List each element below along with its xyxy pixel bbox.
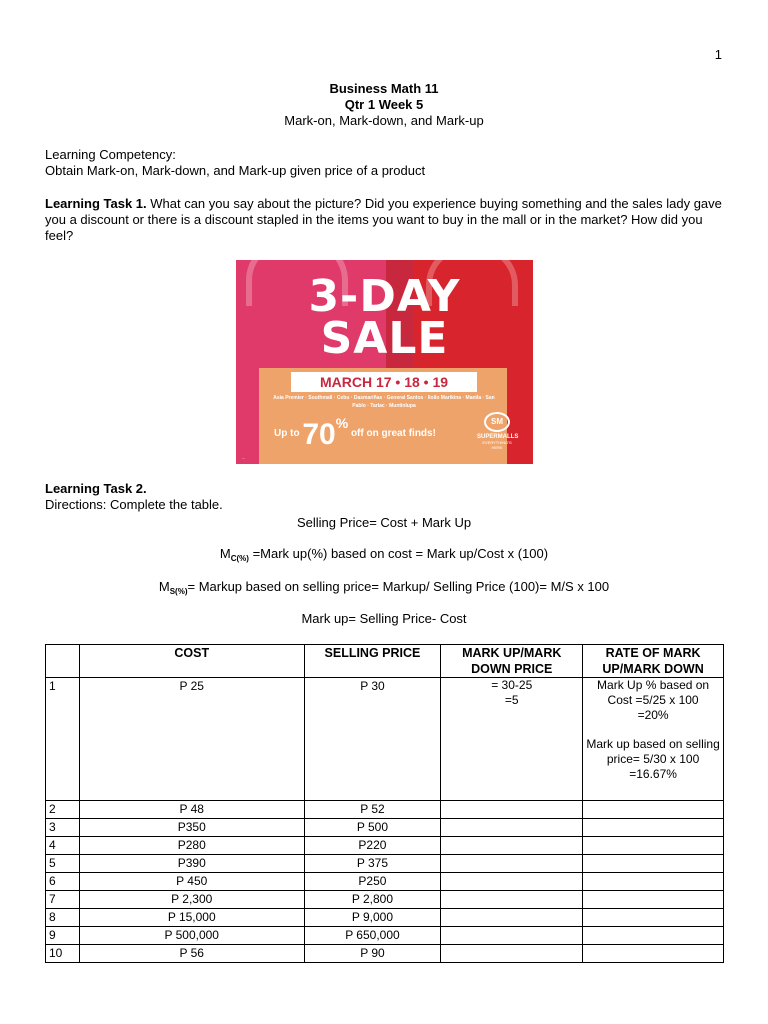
rate-cell[interactable] xyxy=(583,801,724,819)
cost-cell: P350 xyxy=(79,819,304,837)
selling-price-cell: P 2,800 xyxy=(304,891,441,909)
selling-price-cell: P250 xyxy=(304,873,441,891)
document-title: Business Math 11 xyxy=(329,81,439,96)
cost-cell: P 500,000 xyxy=(79,927,304,945)
selling-price-cell: P 500 xyxy=(304,819,441,837)
rate-cell: Mark Up % based on Cost =5/25 x 100 =20% Mark up based on selling price= 5/30 x 100 =16.67% xyxy=(583,678,724,801)
rate-cell[interactable] xyxy=(583,909,724,927)
selling-price-cell: P 90 xyxy=(304,945,441,963)
header-rate: RATE OF MARK UP/MARK DOWN xyxy=(583,645,724,678)
rate-cell[interactable] xyxy=(583,945,724,963)
banner-upto-value: 70 xyxy=(302,418,336,451)
markup-cell[interactable] xyxy=(441,819,583,837)
cost-cell: P 450 xyxy=(79,873,304,891)
banner-upto-prefix: Up to xyxy=(274,428,300,439)
sale-banner-image xyxy=(236,260,533,464)
selling-price-cell: P 9,000 xyxy=(304,909,441,927)
formula-markup-selling: $M_{S(\%)}=$ Markup based on selling price= Markup/ Selling Price (100)= M/S x 100 xyxy=(158,579,610,596)
row-number: 7 xyxy=(46,891,80,909)
cost-cell: P 2,300 xyxy=(79,891,304,909)
document-topic: Mark-on, Mark-down, and Mark-up xyxy=(284,113,484,128)
task1-label: Learning Task 1. xyxy=(45,196,147,211)
banner-upto-suffix: off on great finds! xyxy=(350,428,436,439)
header-selling-price: SELLING PRICE xyxy=(304,645,441,678)
markup-cell[interactable] xyxy=(441,801,583,819)
markup-cell[interactable] xyxy=(441,873,583,891)
rate-cell[interactable] xyxy=(583,855,724,873)
row-number: 3 xyxy=(46,819,80,837)
selling-price-cell: P 650,000 xyxy=(304,927,441,945)
banner-headline-1: 3-DAY xyxy=(308,271,461,322)
task1-text: What can you say about the picture? Did you experience buying something and the sales lady gave you a discount or there is a discount stapled in the items you want to buy in the mall or in the market? How did you feel? xyxy=(45,196,722,243)
markup-cell[interactable] xyxy=(441,927,583,945)
document-quarter: Qtr 1 Week 5 xyxy=(344,97,424,112)
formula-markup: Mark up= Selling Price- Cost xyxy=(301,611,467,626)
row-number: 8 xyxy=(46,909,80,927)
banner-fine-print: — xyxy=(242,456,245,460)
cost-cell: P280 xyxy=(79,837,304,855)
markup-cell[interactable] xyxy=(441,909,583,927)
cost-cell: P390 xyxy=(79,855,304,873)
row-number: 9 xyxy=(46,927,80,945)
selling-price-cell: P 375 xyxy=(304,855,441,873)
table-row xyxy=(46,909,724,927)
formula-selling-price: Selling Price= Cost + Mark Up xyxy=(296,515,472,530)
markup-cell[interactable] xyxy=(441,855,583,873)
supermalls-logo xyxy=(477,412,517,450)
banner-locations: Asia Premier · Southmall · Cebu · Dasmariñas · General Santos · Iloilo Marikina · Manila · San Pablo · Tarlac · Muntinlupa xyxy=(273,395,495,409)
row-number: 10 xyxy=(46,945,80,963)
row-number: 4 xyxy=(46,837,80,855)
table-row xyxy=(46,819,724,837)
banner-dates: MARCH 17 • 18 • 19 xyxy=(291,372,477,392)
cost-cell: P 15,000 xyxy=(79,909,304,927)
selling-price-cell: P 52 xyxy=(304,801,441,819)
rate-cell[interactable] xyxy=(583,819,724,837)
table-row-example xyxy=(46,678,724,801)
logo-tagline: EVERYTHING'S HERE xyxy=(482,440,512,450)
table-row xyxy=(46,855,724,873)
selling-price-cell: P 30 xyxy=(304,678,441,801)
row-number: 6 xyxy=(46,873,80,891)
header-cost: COST xyxy=(79,645,304,678)
task1-paragraph xyxy=(45,196,725,244)
rate-cell[interactable] xyxy=(583,837,724,855)
table-row xyxy=(46,927,724,945)
markup-cell: = 30-25 =5 xyxy=(441,678,583,801)
rate-cell[interactable] xyxy=(583,927,724,945)
row-number: 1 xyxy=(46,678,80,801)
row-number: 2 xyxy=(46,801,80,819)
header-number xyxy=(46,645,80,678)
table-row xyxy=(46,873,724,891)
rate-cell[interactable] xyxy=(583,873,724,891)
table-row xyxy=(46,837,724,855)
logo-name: SUPERMALLS xyxy=(477,434,519,440)
table-row xyxy=(46,945,724,963)
header-markup-price: MARK UP/MARK DOWN PRICE xyxy=(441,645,583,678)
formula-markup-cost: $M_{C(\%)}$ =Mark up(%) based on cost = Mark up/Cost x (100) xyxy=(219,546,549,563)
sm-logo-icon: SM xyxy=(484,412,510,432)
markup-cell[interactable] xyxy=(441,945,583,963)
banner-upto-pct: % xyxy=(335,415,349,431)
task2-label: Learning Task 2. xyxy=(45,481,147,496)
cost-cell: P 56 xyxy=(79,945,304,963)
markup-cell[interactable] xyxy=(441,891,583,909)
selling-price-cell: P220 xyxy=(304,837,441,855)
task2-directions: Directions: Complete the table. xyxy=(45,497,223,512)
table-row xyxy=(46,801,724,819)
competency-text: Obtain Mark-on, Mark-down, and Mark-up given price of a product xyxy=(45,163,426,178)
banner-headline-2: SALE xyxy=(320,313,449,364)
competency-label: Learning Competency: xyxy=(45,147,176,162)
rate-cell[interactable] xyxy=(583,891,724,909)
page-number: 1 xyxy=(714,47,722,62)
markup-table xyxy=(45,644,724,963)
cost-cell: P 25 xyxy=(79,678,304,801)
markup-cell[interactable] xyxy=(441,837,583,855)
cost-cell: P 48 xyxy=(79,801,304,819)
row-number: 5 xyxy=(46,855,80,873)
banner-discount xyxy=(274,415,436,450)
table-header-row xyxy=(46,645,724,678)
table-row xyxy=(46,891,724,909)
